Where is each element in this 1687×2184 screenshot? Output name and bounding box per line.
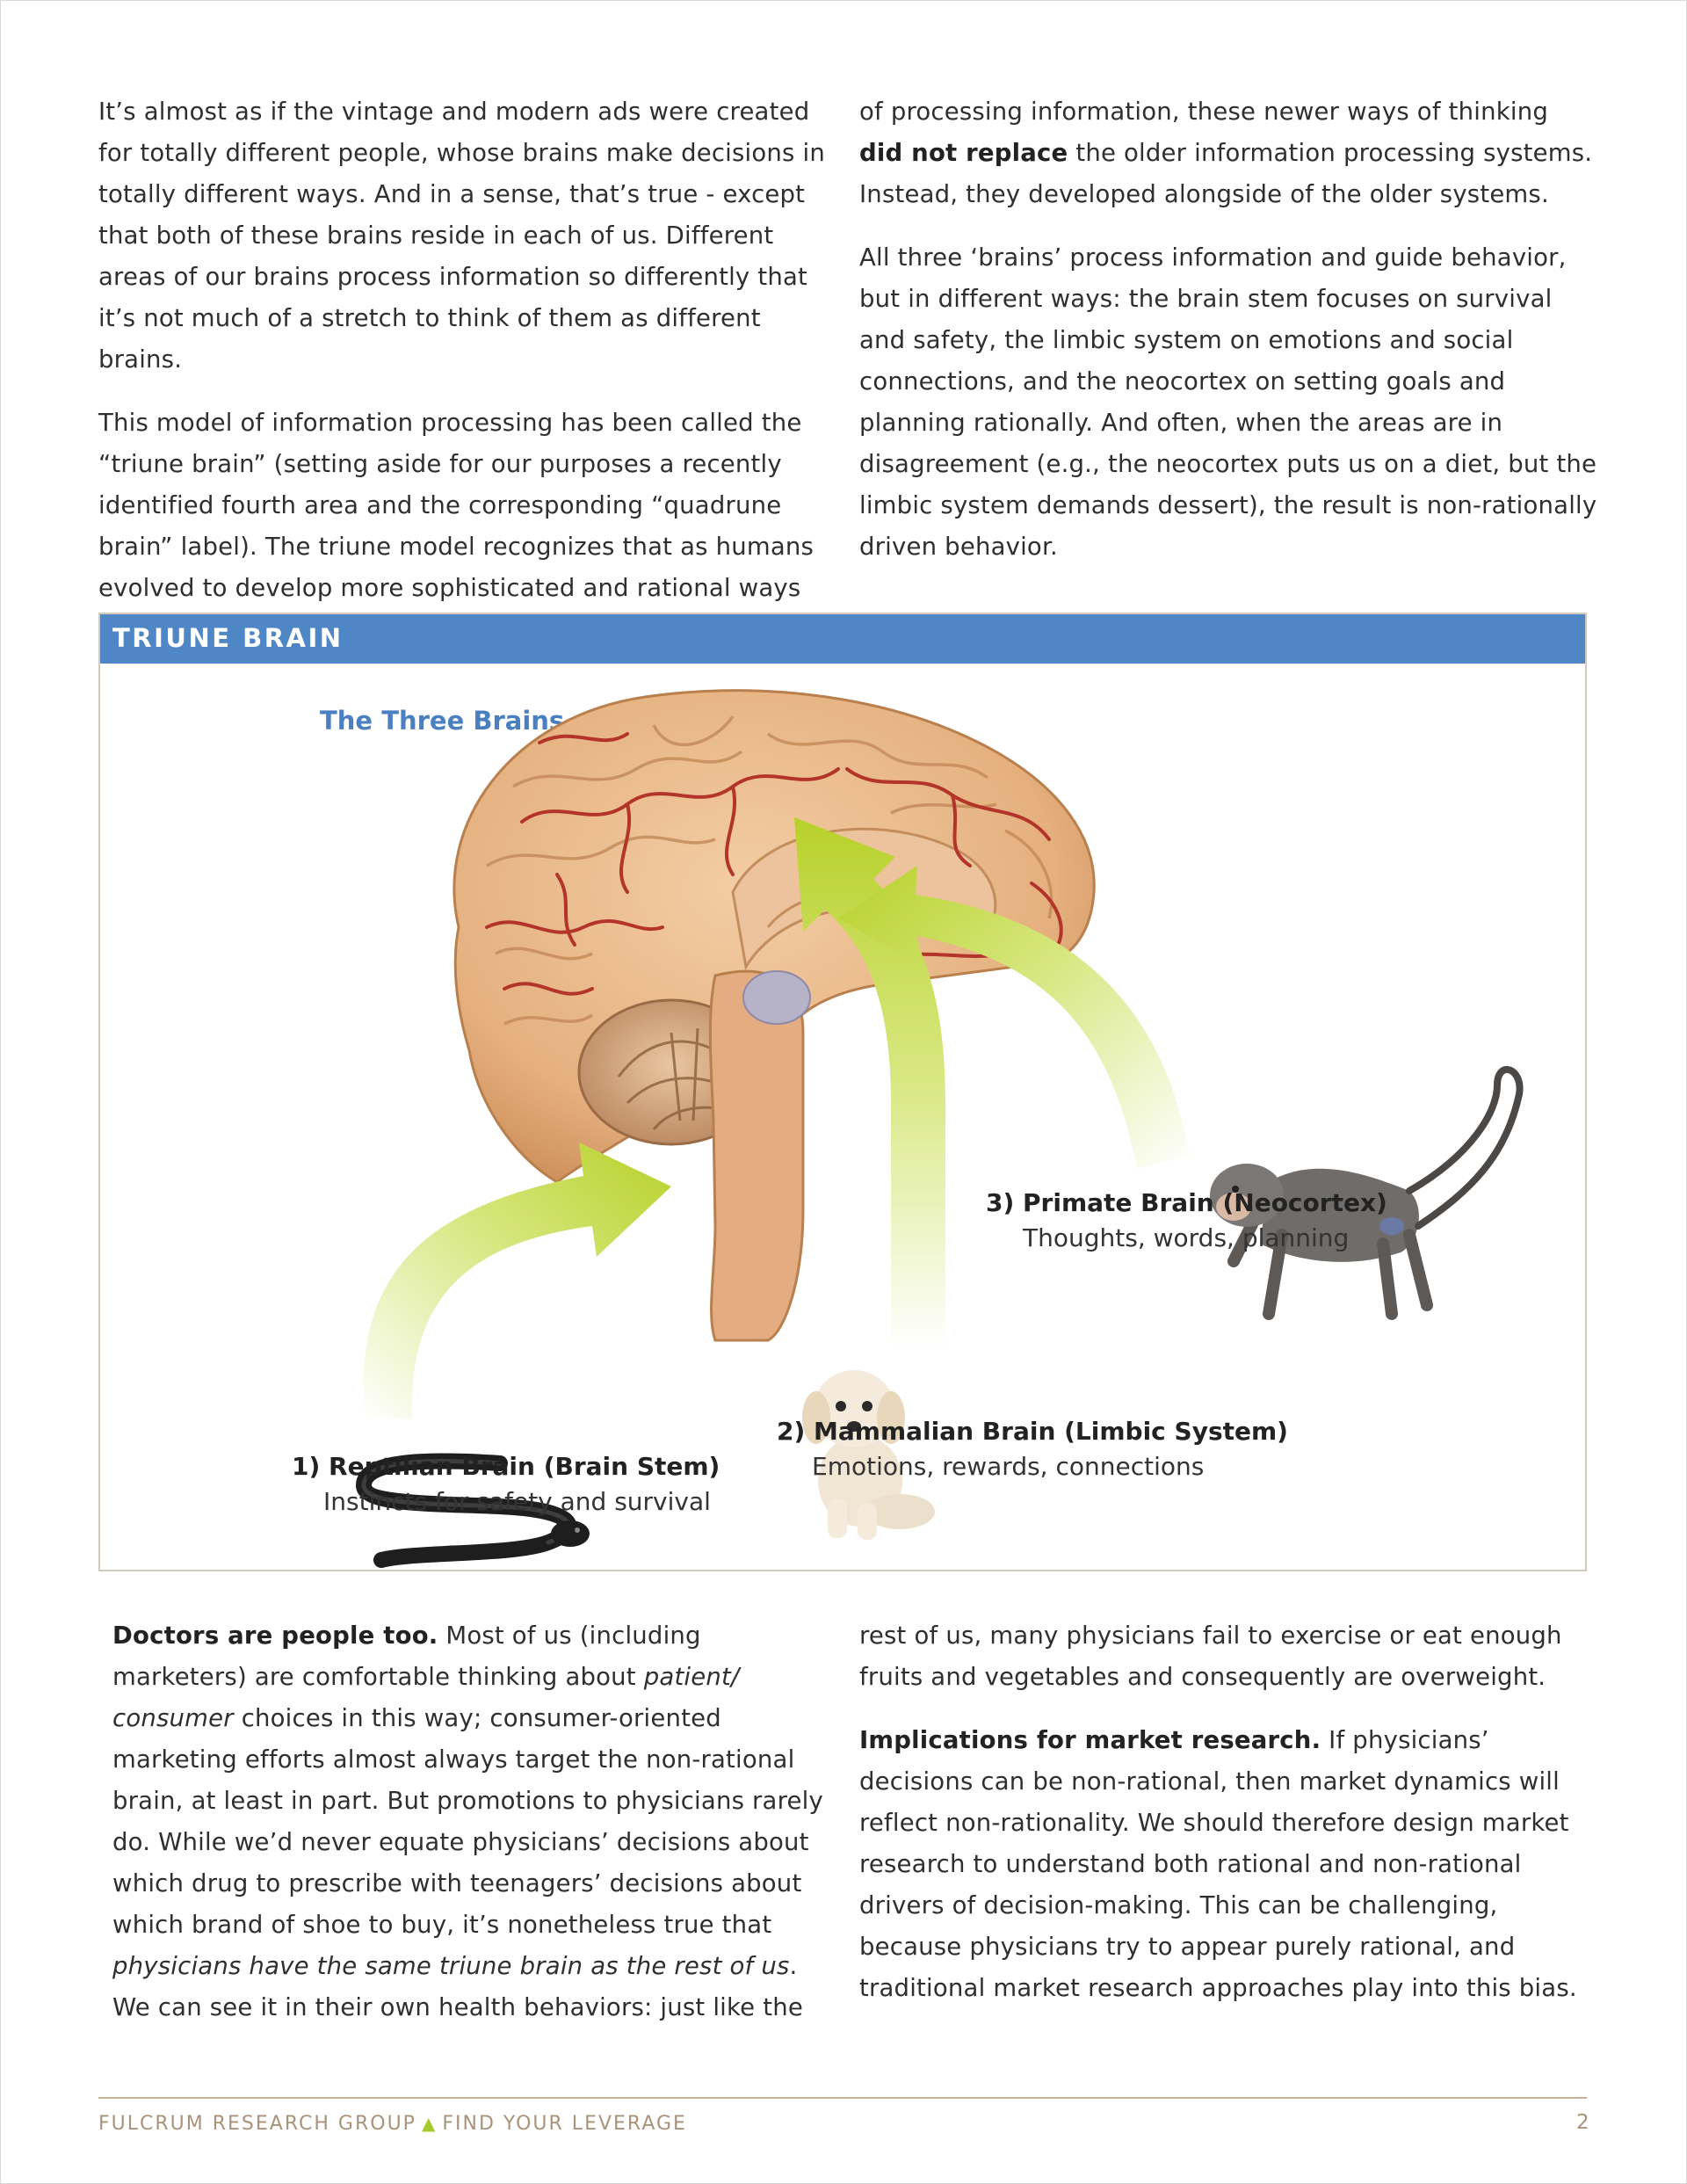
label-title: 2) Mammalian Brain (Limbic System) bbox=[777, 1417, 1288, 1446]
triangle-icon: ▲ bbox=[421, 2113, 438, 2134]
bottom-right-column bbox=[859, 1615, 1597, 2031]
bold-phrase: did not replace bbox=[859, 139, 1068, 167]
bold-lead: Implications for market research. bbox=[859, 1726, 1321, 1754]
figure-subtitle: The Three Brains bbox=[320, 706, 565, 736]
text-run: of processing information, these newer ways of thinking bbox=[859, 98, 1548, 126]
footer-rule bbox=[98, 2097, 1587, 2099]
text-run: Most of us (including marketers) are comfortable thinking about bbox=[112, 1622, 701, 1691]
top-right-paragraph-1 bbox=[859, 91, 1597, 215]
top-right-paragraph-2: All three ‘brains’ process information and guide behavior, but in different ways: the brain stem focuses on survival and safety, the limbic system on emotions and social connections, and the neocortex on setting goals and planning rationally. And often, when the areas are in disagreement (e.g., the neocortex puts us on a diet, but the limbic system demands dessert), the result is non-rationally driven behavior. bbox=[859, 243, 1597, 561]
triune-brain-figure bbox=[98, 613, 1587, 1571]
text-run: the older information processing systems. Instead, they developed alongside of the older systems. bbox=[859, 139, 1593, 208]
label-reptilian bbox=[292, 1449, 720, 1520]
label-description: Emotions, rewards, connections bbox=[812, 1452, 1205, 1481]
bottom-left-paragraph bbox=[112, 1615, 833, 2028]
italic-phrase: patient/ consumer bbox=[112, 1663, 740, 1732]
bottom-left-column bbox=[112, 1615, 833, 2050]
bottom-right-paragraph-1: rest of us, many physicians fail to exercise or eat enough fruits and vegetables and consequently are overweight. bbox=[859, 1622, 1562, 1691]
bold-lead: Doctors are people too. bbox=[112, 1622, 438, 1650]
label-title: 3) Primate Brain (Neocortex) bbox=[986, 1188, 1387, 1217]
footer-branding bbox=[98, 2113, 687, 2135]
text-run: If physicians’ decisions can be non-rational, then market dynamics will reflect non-rationality. We should therefore design market research to understand both rational and non-rational drivers of decision-making. This can be challenging, because physicians try to appear purely rational, and traditional market research approaches play into this bias. bbox=[859, 1726, 1577, 2002]
italic-phrase: physicians have the same triune brain as the rest of us bbox=[112, 1952, 790, 1980]
label-title: 1) Reptilian Brain (Brain Stem) bbox=[292, 1452, 720, 1481]
label-description: Instincts for safety and survival bbox=[323, 1487, 711, 1516]
bottom-right-paragraph-2 bbox=[859, 1720, 1597, 2009]
top-left-paragraph-2: This model of information processing has been called the “triune brain” (setting aside for our purposes a recently identified fourth area and the corresponding “quadrune brain” label). The triune model recognizes that as humans evolved to develop more sophisticated and rational ways bbox=[98, 409, 815, 602]
top-left-column bbox=[98, 91, 832, 631]
label-primate bbox=[986, 1186, 1387, 1256]
label-mammalian bbox=[777, 1414, 1288, 1484]
top-left-paragraph-1: It’s almost as if the vintage and modern ads were created for totally different people, whose brains make decisions in totally different ways. And in a sense, that’s true - except that both of these brains reside in each of us. Different areas of our brains process information so differently that it’s not much of a stretch to think of them as different brains. bbox=[98, 98, 825, 374]
top-right-column bbox=[859, 91, 1597, 590]
label-description: Thoughts, words, planning bbox=[1023, 1223, 1350, 1252]
page-number: 2 bbox=[1576, 2111, 1589, 2134]
green-arrow-icon bbox=[363, 1143, 671, 1419]
text-run: . We can see it in their own health behaviors: just like the bbox=[112, 1952, 803, 2021]
text-run: choices in this way; consumer-oriented marketing efforts almost always target the non-rational brain, at least in part. But promotions to physicians rarely do. While we’d never equate physicians’ decisions about which drug to prescribe with teenagers’ decisions about which brand of shoe to buy, it’s nonetheless true that bbox=[112, 1704, 823, 1939]
footer-tagline: FIND YOUR LEVERAGE bbox=[442, 2113, 687, 2135]
figure-title: TRIUNE BRAIN bbox=[112, 623, 344, 653]
footer-company: FULCRUM RESEARCH GROUP bbox=[98, 2113, 416, 2135]
figure-header-bar bbox=[100, 614, 1585, 664]
